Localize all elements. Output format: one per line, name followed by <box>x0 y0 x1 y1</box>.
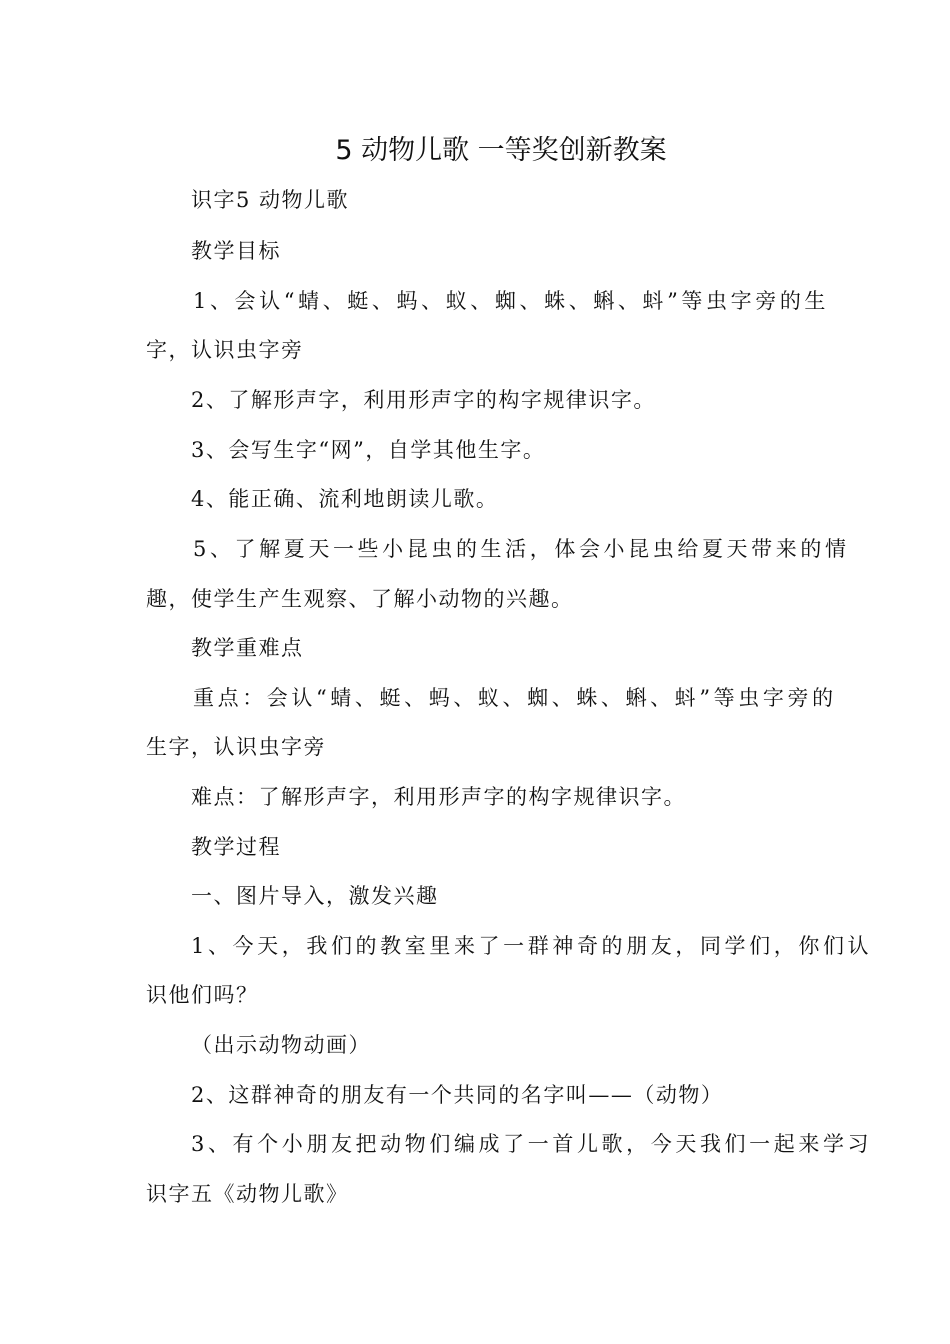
difficult-point: 难点：了解形声字，利用形声字的构字规律识字。 <box>191 785 686 809</box>
step-animation-note: （出示动物动画） <box>191 1033 371 1057</box>
step-3-line-2: 识字五《动物儿歌》 <box>146 1182 349 1206</box>
objectives-heading: 教学目标 <box>191 239 281 263</box>
process-heading: 教学过程 <box>191 835 281 859</box>
section-1-heading: 一、图片导入，激发兴趣 <box>191 884 439 908</box>
key-point-line-2: 生字，认识虫字旁 <box>146 735 326 759</box>
objective-5-line-1: 5、了解夏天一些小昆虫的生活，体会小昆虫给夏天带来的情 <box>193 537 850 561</box>
key-points-heading: 教学重难点 <box>191 636 304 660</box>
document-title: 5 动物儿歌 一等奖创新教案 <box>335 135 667 166</box>
step-3-line-1: 3、有个小朋友把动物们编成了一首儿歌，今天我们一起来学习 <box>191 1132 873 1156</box>
objective-4: 4、能正确、流利地朗读儿歌。 <box>191 487 499 511</box>
objective-5-line-2: 趣，使学生产生观察、了解小动物的兴趣。 <box>146 587 574 611</box>
objective-2: 2、了解形声字，利用形声字的构字规律识字。 <box>191 388 656 412</box>
step-1-line-2: 识他们吗？ <box>146 983 259 1007</box>
lesson-subtitle: 识字5 动物儿歌 <box>191 188 350 212</box>
objective-1-line-1: 1、会认“蜻、蜓、蚂、蚁、蜘、蛛、蝌、蚪”等虫字旁的生 <box>193 289 830 313</box>
objective-3: 3、会写生字“网”，自学其他生字。 <box>191 438 546 462</box>
step-2: 2、这群神奇的朋友有一个共同的名字叫——（动物） <box>191 1083 724 1107</box>
key-point-line-1: 重点：会认“蜻、蜓、蚂、蚁、蜘、蛛、蝌、蚪”等虫字旁的 <box>193 686 837 710</box>
step-1-line-1: 1、今天，我们的教室里来了一群神奇的朋友，同学们，你们认 <box>191 934 873 958</box>
objective-1-line-2: 字，认识虫字旁 <box>146 338 304 362</box>
